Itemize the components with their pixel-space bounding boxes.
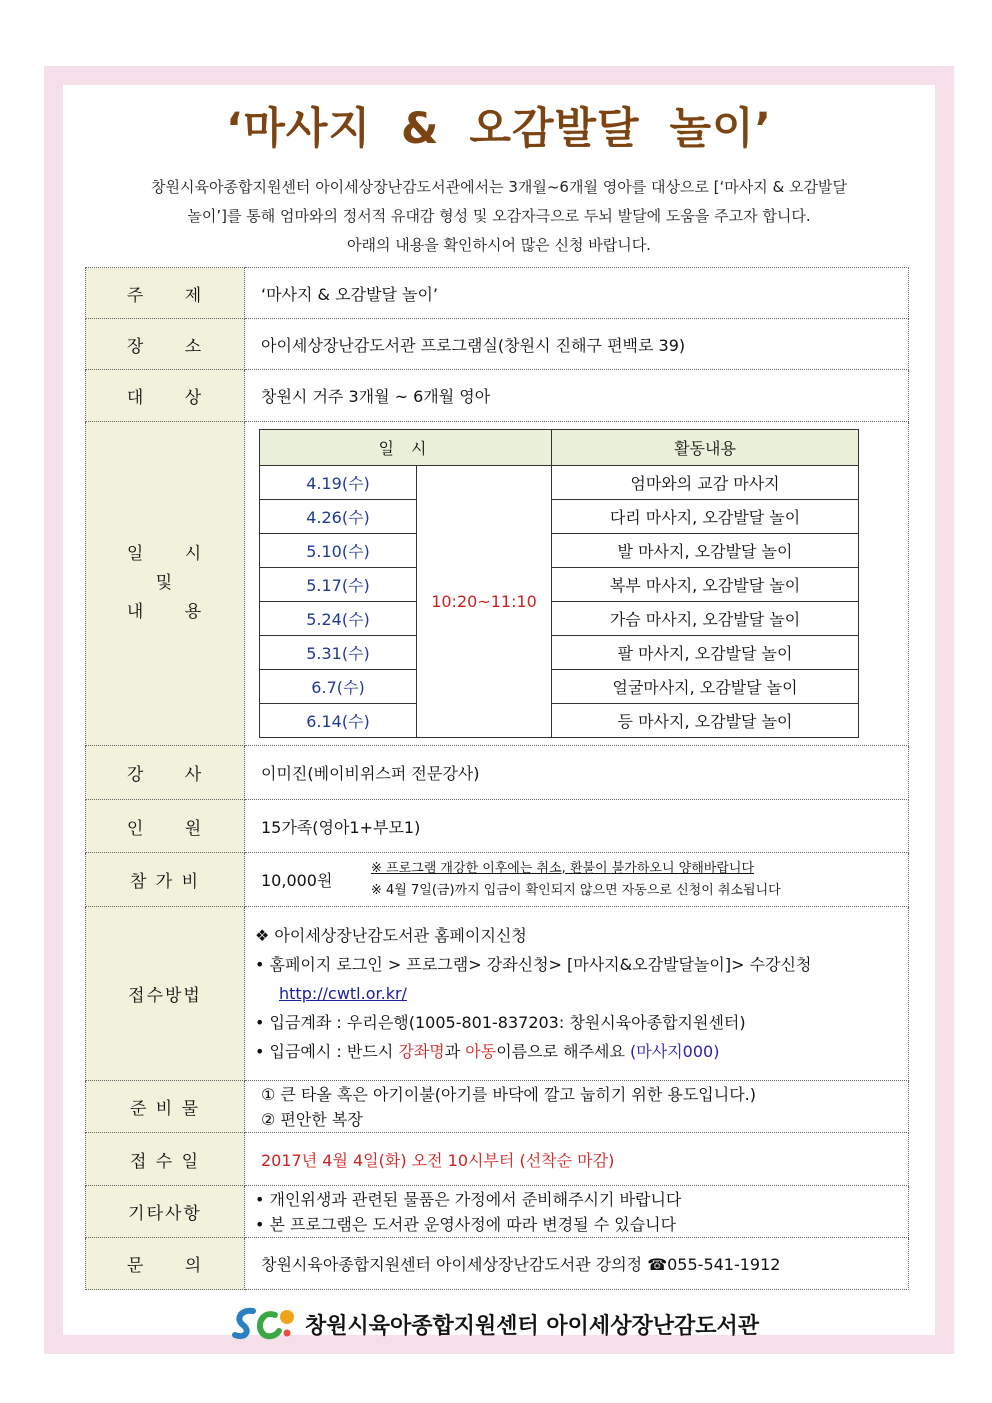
intro-line: 놀이’]를 통해 엄마와의 정서적 유대감 형성 및 오감자극으로 두뇌 발달에 도움을 주고자 합니다. xyxy=(187,207,811,225)
label-target: 대 상 xyxy=(86,370,245,422)
value-prepare xyxy=(245,1081,909,1133)
schedule-row xyxy=(260,568,859,602)
session-activity: 엄마와의 교감 마사지 xyxy=(552,466,859,500)
fee-note-refund: ※ 프로그램 개강한 이후에는 취소, 환불이 불가하오니 양해바랍니다 xyxy=(371,860,755,876)
document-title: ‘마사지 & 오감발달 놀이’ xyxy=(226,104,772,154)
value-topic: ‘마사지 & 오감발달 놀이’ xyxy=(245,268,909,319)
row-receipt xyxy=(86,1133,909,1186)
page-content xyxy=(63,85,935,1339)
apply-example-text: 이름으로 해주세요 xyxy=(496,1042,631,1061)
page-frame xyxy=(44,66,954,1354)
apply-account: • 입금계좌 : 우리은행(1005-801-837203: 창원시육아종합지원센터) xyxy=(255,1013,746,1032)
session-activity: 발 마사지, 오감발달 놀이 xyxy=(552,534,859,568)
session-date: 5.10(수) xyxy=(260,534,417,568)
schedule-row xyxy=(260,670,859,704)
session-date: 5.17(수) xyxy=(260,568,417,602)
session-date: 5.24(수) xyxy=(260,602,417,636)
label-prepare: 준 비 물 xyxy=(86,1081,245,1133)
session-activity: 등 마사지, 오감발달 놀이 xyxy=(552,704,859,738)
label-place: 장 소 xyxy=(86,319,245,370)
course-name-highlight: 강좌명 xyxy=(398,1042,445,1061)
label-schedule-line: 내 용 xyxy=(126,602,204,622)
value-fee-cell xyxy=(245,853,909,907)
label-schedule xyxy=(86,422,245,746)
session-time: 10:20~11:10 xyxy=(417,466,552,738)
schedule-cell xyxy=(245,422,909,746)
schedule-header-activity: 활동내용 xyxy=(552,430,859,466)
intro-text xyxy=(63,173,935,260)
session-activity: 얼굴마사지, 오감발달 놀이 xyxy=(552,670,859,704)
row-target xyxy=(86,370,909,422)
session-date: 4.26(수) xyxy=(260,500,417,534)
intro-line: 아래의 내용을 확인하시어 많은 신청 바랍니다. xyxy=(347,236,651,254)
apply-homepage: ❖ 아이세상장난감도서관 홈페이지신청 xyxy=(255,926,527,945)
session-date: 5.31(수) xyxy=(260,636,417,670)
footer xyxy=(231,1303,831,1345)
label-fee: 참 가 비 xyxy=(86,853,245,907)
row-instructor xyxy=(86,746,909,800)
label-receipt: 접 수 일 xyxy=(86,1133,245,1186)
row-fee xyxy=(86,853,909,907)
session-activity: 다리 마사지, 오감발달 놀이 xyxy=(552,500,859,534)
schedule-table xyxy=(259,429,859,738)
session-activity: 가슴 마사지, 오감발달 놀이 xyxy=(552,602,859,636)
label-instructor: 강 사 xyxy=(86,746,245,800)
etc-item: • 개인위생과 관련된 물품은 가정에서 준비해주시기 바랍니다 xyxy=(255,1189,682,1209)
apply-example xyxy=(255,1037,908,1066)
schedule-row xyxy=(260,500,859,534)
label-capacity: 인 원 xyxy=(86,800,245,853)
value-capacity: 15가족(영아1+부모1) xyxy=(245,800,909,853)
label-etc: 기타사항 xyxy=(86,1186,245,1238)
row-apply xyxy=(86,907,909,1081)
value-place: 아이세상장난감도서관 프로그램실(창원시 진해구 편백로 39) xyxy=(245,319,909,370)
schedule-row xyxy=(260,636,859,670)
fee-note-deadline: ※ 4월 7일(금)까지 입금이 확인되지 않으면 자동으로 신청이 취소됩니다 xyxy=(371,882,781,898)
row-etc xyxy=(86,1186,909,1238)
value-apply xyxy=(245,907,909,1081)
row-topic xyxy=(86,268,909,319)
etc-item: • 본 프로그램은 도서관 운영사정에 따라 변경될 수 있습니다 xyxy=(255,1214,677,1234)
value-receipt: 2017년 4월 4일(화) 오전 10시부터 (선착순 마감) xyxy=(245,1133,909,1186)
session-activity: 팔 마사지, 오감발달 놀이 xyxy=(552,636,859,670)
row-capacity xyxy=(86,800,909,853)
session-date: 6.7(수) xyxy=(260,670,417,704)
value-etc xyxy=(245,1186,909,1238)
prepare-item: ① 큰 타올 혹은 아기이불(아기를 바닥에 깔고 눕히기 위한 용도입니다.) xyxy=(261,1084,757,1104)
label-contact: 문 의 xyxy=(86,1238,245,1290)
label-schedule-line: 및 xyxy=(155,573,175,593)
label-topic: 주 제 xyxy=(86,268,245,319)
row-prepare xyxy=(86,1081,909,1133)
row-schedule xyxy=(86,422,909,746)
child-highlight: 아동 xyxy=(465,1042,497,1061)
value-target: 창원시 거주 3개월 ~ 6개월 영아 xyxy=(245,370,909,422)
apply-example-text: • 입금예시 : 반드시 xyxy=(255,1042,399,1061)
session-date: 4.19(수) xyxy=(260,466,417,500)
row-contact xyxy=(86,1238,909,1290)
apply-steps: • 홈페이지 로그인 > 프로그램> 강좌신청> [마사지&오감발달놀이]> 수강신청 xyxy=(255,955,812,974)
apply-example-text: 과 xyxy=(444,1042,466,1061)
label-apply: 접수방법 xyxy=(86,907,245,1081)
schedule-row xyxy=(260,602,859,636)
label-schedule-line: 일 시 xyxy=(126,544,204,564)
schedule-row xyxy=(260,704,859,738)
session-date: 6.14(수) xyxy=(260,704,417,738)
value-fee: 10,000원 xyxy=(261,871,333,890)
schedule-row xyxy=(260,466,859,500)
prepare-item: ② 편안한 복장 xyxy=(261,1109,363,1129)
row-place xyxy=(86,319,909,370)
value-instructor: 이미진(베이비위스퍼 전문강사) xyxy=(245,746,909,800)
intro-line: 창원시육아종합지원센터 아이세상장난감도서관에서는 3개월~6개월 영아를 대상으로 [‘마사지 & 오감발달 xyxy=(151,178,847,196)
schedule-header-date: 일 시 xyxy=(260,430,552,466)
organization-name: 창원시육아종합지원센터 아이세상장난감도서관 xyxy=(305,1313,759,1339)
session-activity: 복부 마사지, 오감발달 놀이 xyxy=(552,568,859,602)
schedule-row xyxy=(260,534,859,568)
info-table xyxy=(85,267,909,1290)
value-contact: 창원시육아종합지원센터 아이세상장난감도서관 강의정 ☎055-541-1912 xyxy=(245,1238,909,1290)
organization-logo-icon xyxy=(231,1303,297,1345)
homepage-link[interactable]: http://cwtl.or.kr/ xyxy=(279,984,407,1003)
apply-example-sample: (마사지000) xyxy=(630,1042,720,1061)
